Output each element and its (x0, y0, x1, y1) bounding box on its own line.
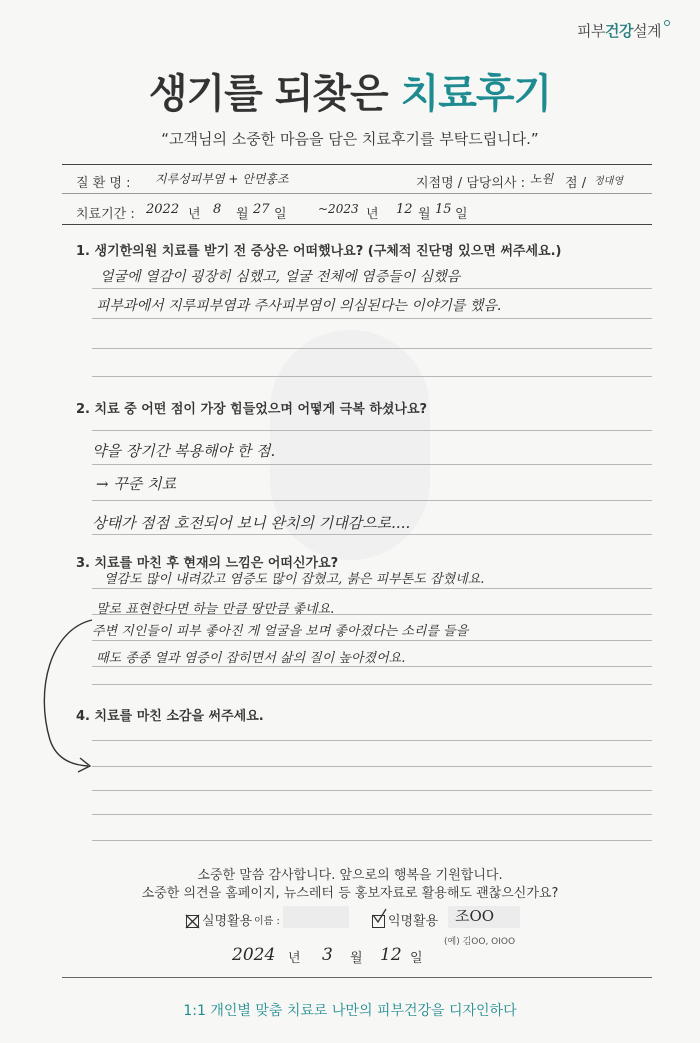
thanks-message: 소중한 말씀 감사합니다. 앞으로의 행복을 기원합니다. (197, 868, 503, 883)
question-3: 3. 치료를 마친 후 현재의 느낌은 어떠신가요? (76, 556, 339, 571)
page-title: 생기를 되찾은 치료후기 (148, 71, 552, 117)
branch-suffix: 점 / (565, 176, 587, 191)
brand-logo: 피부건강설계 (577, 20, 670, 41)
end-year: ~2023 (318, 202, 359, 216)
name-input[interactable] (283, 906, 349, 928)
anonymous-value: 조OO (455, 907, 495, 925)
writing-line (92, 288, 652, 289)
consent-question: 소중한 의견을 홈페이지, 뉴스레터 등 홍보자료로 활용해도 괜찮으신가요? (141, 886, 559, 901)
question-1: 1. 생기한의원 치료를 받기 전 증상은 어떠했나요? (구체적 진단명 있으면 써주세요.) (76, 244, 562, 259)
writing-line (92, 614, 652, 615)
month-label: 월 (236, 207, 249, 222)
divider (62, 164, 652, 165)
writing-line (92, 640, 652, 641)
disease-value: 지루성피부염 + 안면홍조 (155, 172, 289, 186)
divider (62, 193, 652, 194)
question-4: 4. 치료를 마친 소감을 써주세요. (76, 709, 264, 724)
answer-2-line-2: → 꾸준 치료 (96, 475, 177, 493)
day-label: 일 (455, 207, 468, 222)
writing-line (92, 588, 652, 589)
name-label: 이름 : (254, 916, 280, 927)
date-day: 12 (380, 945, 402, 965)
date-month: 3 (322, 945, 333, 965)
writing-line (92, 534, 652, 535)
example-hint: (예) 김OO, OIOO (444, 937, 516, 947)
start-month: 8 (213, 202, 222, 217)
checkbox-crossed-icon[interactable] (186, 915, 199, 928)
answer-2-line-3: 상태가 점점 호전되어 보니 완치의 기대감으로.... (92, 514, 411, 532)
writing-line (92, 500, 652, 501)
answer-3-line-4: 때도 종종 열과 염증이 잡히면서 삶의 질이 높아졌어요. (96, 651, 406, 666)
year-label: 년 (366, 207, 379, 222)
branch-label: 지점명 / 담당의사 : (416, 176, 526, 191)
year-label: 년 (188, 207, 201, 222)
writing-line (92, 684, 652, 685)
answer-2-line-1: 약을 장기간 복용해야 한 점. (92, 442, 276, 460)
month-label: 월 (418, 207, 431, 222)
date-year: 2024 (232, 945, 276, 965)
date-day-label: 일 (410, 951, 423, 966)
divider (62, 224, 652, 225)
real-name-option[interactable]: 실명활용 (186, 910, 252, 929)
disease-label: 질 환 명 : (76, 176, 131, 191)
date-month-label: 월 (350, 951, 363, 966)
start-year: 2022 (146, 202, 180, 217)
question-2: 2. 치료 중 어떤 점이 가장 힘들었으며 어떻게 극복 하셨나요? (76, 402, 428, 417)
writing-line (92, 430, 652, 431)
writing-line (92, 814, 652, 815)
end-day: 15 (435, 202, 452, 217)
start-day: 27 (253, 202, 270, 217)
writing-line (92, 740, 652, 741)
page-subtitle: “고객님의 소중한 마음을 담은 치료후기를 부탁드립니다.” (161, 130, 539, 148)
date-year-label: 년 (288, 951, 301, 966)
period-label: 치료기간 : (76, 207, 135, 222)
answer-1-line-2: 피부과에서 지루피부염과 주사피부염이 의심된다는 이야기를 했음. (96, 298, 502, 314)
end-month: 12 (396, 202, 413, 217)
writing-line (92, 840, 652, 841)
doctor-value: 정대영 (594, 176, 623, 187)
branch-value: 노원 (530, 172, 554, 186)
hand-drawn-arrow-icon (30, 600, 110, 780)
answer-3-line-2: 말로 표현한다면 하늘 만큼 땅만큼 좋네요. (96, 602, 335, 617)
day-label: 일 (274, 207, 287, 222)
anonymous-option[interactable]: 익명활용 (372, 910, 438, 929)
brand-dot-icon (664, 20, 670, 26)
writing-line (92, 790, 652, 791)
answer-3-line-3: 주변 지인들이 피부 좋아진 게 얼굴을 보며 좋아졌다는 소리를 들을 (92, 624, 469, 639)
checkbox-checked-icon[interactable] (372, 915, 385, 928)
answer-1-line-1: 얼굴에 열감이 굉장히 심했고, 얼굴 전체에 염증들이 심했음 (100, 269, 461, 285)
answer-3-line-1: 열감도 많이 내려갔고 염증도 많이 잡혔고, 붉은 피부톤도 잡혔네요. (104, 572, 485, 587)
writing-line (92, 766, 652, 767)
writing-line (92, 464, 652, 465)
writing-line (92, 318, 652, 319)
writing-line (92, 348, 652, 349)
writing-line (92, 666, 652, 667)
writing-line (92, 376, 652, 377)
divider (62, 977, 652, 978)
footer-tagline: 1:1 개인별 맞춤 치료로 나만의 피부건강을 디자인하다 (183, 1003, 517, 1019)
